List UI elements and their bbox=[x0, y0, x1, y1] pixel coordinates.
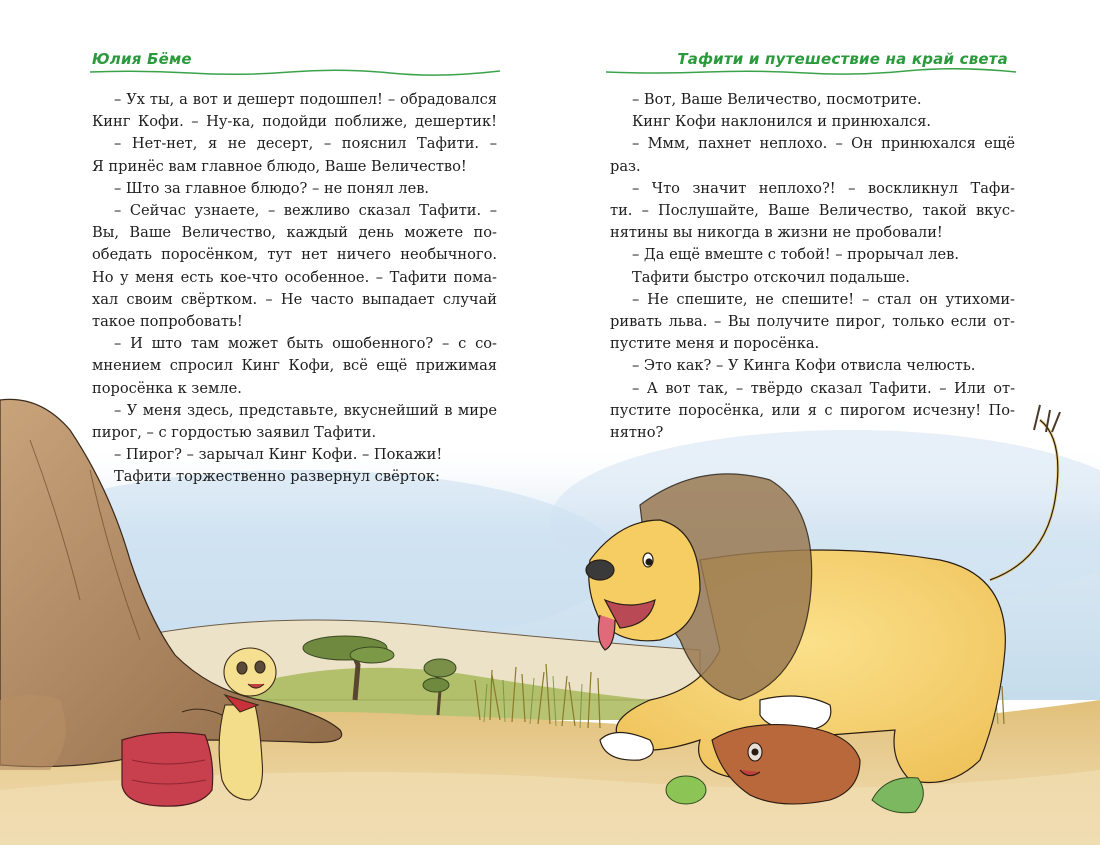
text-line: Но у меня есть кое-что особенное. – Тафити пома- bbox=[92, 268, 497, 286]
text-line: – Што за главное блюдо? – не понял лев. bbox=[114, 179, 430, 197]
text-line: Я принёс вам главное блюдо, Ваше Величество! bbox=[92, 157, 467, 175]
text-line: пустите поросёнка, или я с пирогом исчезну! По- bbox=[610, 401, 1015, 419]
text-line: – И што там может быть ошобенного? – с со- bbox=[114, 335, 497, 353]
body-text-right bbox=[610, 89, 1015, 444]
text-line: ривать льва. – Вы получите пирог, только если от- bbox=[610, 313, 1015, 331]
running-head-author: Юлия Бёме bbox=[92, 50, 192, 68]
text-line: Вы, Ваше Величество, каждый день можете по- bbox=[92, 224, 497, 242]
running-head-title: Тафити и путешествие на край света bbox=[677, 50, 1008, 68]
text-line: – Ух ты, а вот и дешерт подошпел! – обрадовался bbox=[114, 91, 497, 108]
body-text-left bbox=[92, 89, 497, 489]
text-line: ти. – Послушайте, Ваше Величество, такой вкус- bbox=[610, 202, 1015, 220]
text-line: – Ммм, пахнет неплохо. – Он принюхался ещё bbox=[632, 135, 1015, 153]
text-line: – Нет-нет, я не десерт, – пояснил Тафити. – bbox=[114, 135, 497, 153]
text-line: – Не спешите, не спешите! – стал он утихоми- bbox=[632, 290, 1015, 308]
text-line: – У меня здесь, представьте, вкуснейший в мире bbox=[114, 401, 497, 419]
text-line: раз. bbox=[610, 157, 641, 175]
text-line: – Сейчас узнаете, – вежливо сказал Тафити. – bbox=[114, 202, 497, 220]
text-line: – Вот, Ваше Величество, посмотрите. bbox=[632, 91, 922, 108]
text-line: пустите меня и поросёнка. bbox=[610, 335, 820, 353]
right-page bbox=[550, 0, 1100, 845]
text-line: – Пирог? – зарычал Кинг Кофи. – Покажи! bbox=[114, 446, 443, 464]
text-line: пирог, – с гордостью заявил Тафити. bbox=[92, 424, 377, 442]
text-line: мнением спросил Кинг Кофи, всё ещё прижимая bbox=[92, 357, 497, 375]
text-line: Кинг Кофи. – Ну-ка, подойди поближе, дешертик! bbox=[92, 113, 497, 131]
text-line: нятно? bbox=[610, 424, 664, 442]
text-line: хал своим свёртком. – Не часто выпадает случай bbox=[92, 290, 497, 308]
text-line: нятины вы никогда в жизни не пробовали! bbox=[610, 224, 943, 242]
text-line: Тафити торжественно развернул свёрток: bbox=[114, 468, 440, 486]
text-line: Тафити быстро отскочил подальше. bbox=[632, 268, 910, 286]
text-line: обедать поросёнком, тут нет ничего необычного. bbox=[92, 246, 497, 264]
text-line: – Да ещё вмеште с тобой! – прорычал лев. bbox=[632, 246, 959, 264]
text-line: Кинг Кофи наклонился и принюхался. bbox=[632, 113, 932, 131]
text-line: поросёнка к земле. bbox=[92, 379, 242, 397]
header-wavy-rule bbox=[606, 68, 1016, 76]
header-wavy-rule bbox=[90, 68, 500, 76]
text-line: – Что значит неплохо?! – воскликнул Тафи- bbox=[632, 179, 1015, 197]
text-line: – Это как? – У Кинга Кофи отвисла челюсть. bbox=[632, 357, 976, 375]
text-line: такое попробовать! bbox=[92, 313, 243, 331]
text-line: – А вот так, – твёрдо сказал Тафити. – Или от- bbox=[632, 379, 1015, 397]
